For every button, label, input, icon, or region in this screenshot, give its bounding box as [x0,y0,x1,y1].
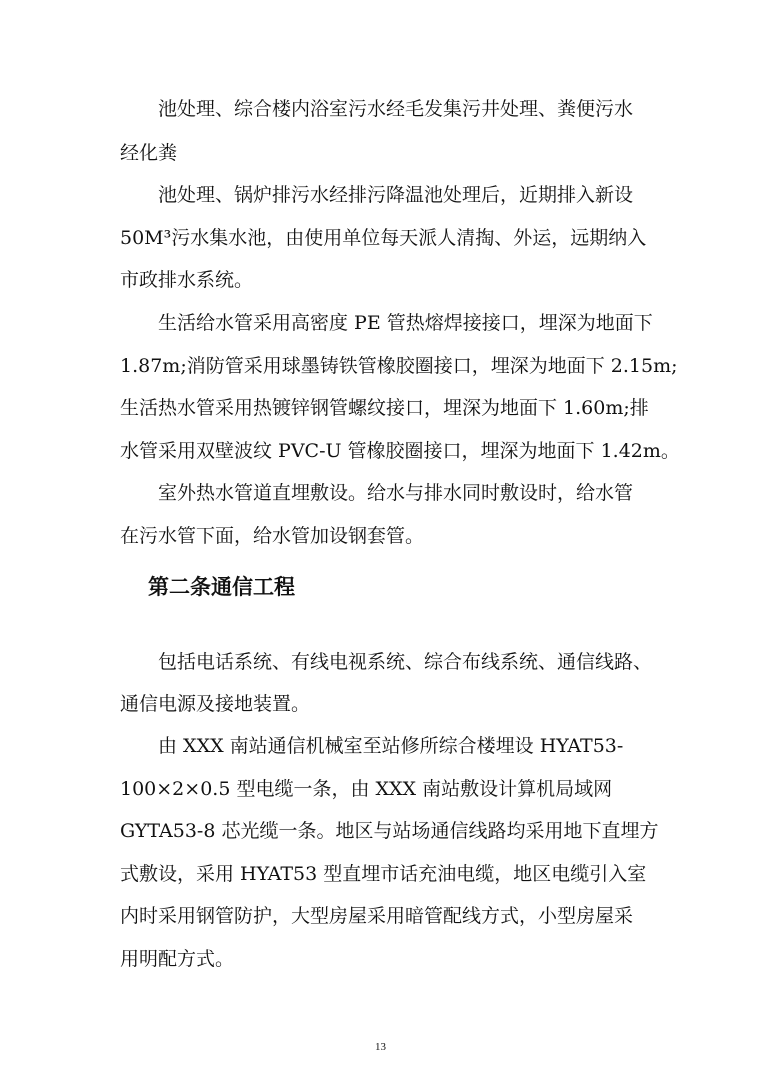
text-line: GYTA53-8 芯光缆一条。地区与站场通信线路均采用地下直埋方 [120,820,659,842]
text-line: 内时采用钢管防护，大型房屋采用暗管配线方式，小型房屋采 [120,905,634,927]
text-line: 室外热水管道直埋敷设。给水与排水同时敷设时，给水管 [158,482,634,504]
text-line: 通信电源及接地装置。 [120,693,311,715]
text-line: 水管采用双壁波纹 PVC-U 管橡胶圈接口，埋深为地面下 1.42m。 [120,440,680,462]
section-heading: 第二条通信工程 [148,575,295,599]
text-line: 1.87m;消防管采用球墨铸铁管橡胶圈接口，埋深为地面下 2.15m; [120,355,678,377]
text-line: 在污水管下面，给水管加设钢套管。 [120,525,425,547]
text-line: 生活热水管采用热镀锌钢管螺纹接口，埋深为地面下 1.60m;排 [120,397,649,419]
text-line: 池处理、综合楼内浴室污水经毛发集污井处理、粪便污水 [158,98,634,120]
text-line: 生活给水管采用高密度 PE 管热熔焊接接口，埋深为地面下 [158,312,653,334]
text-line: 包括电话系统、有线电视系统、综合布线系统、通信线路、 [158,651,653,673]
text-line: 50M³污水集水池，由使用单位每天派人清掏、外运，远期纳入 [120,227,647,249]
page-number: 13 [375,1041,386,1053]
text-line: 池处理、锅炉排污水经排污降温池处理后，近期排入新设 [158,184,634,206]
text-line: 100×2×0.5 型电缆一条，由 XXX 南站敷设计算机局域网 [120,778,613,800]
text-line: 用明配方式。 [120,948,235,970]
text-line: 由 XXX 南站通信机械室至站修所综合楼埋设 HYAT53- [158,735,624,757]
text-line: 式敷设，采用 HYAT53 型直埋市话充油电缆，地区电缆引入室 [120,863,647,885]
text-line: 经化粪 [120,142,178,164]
text-line: 市政排水系统。 [120,269,254,291]
